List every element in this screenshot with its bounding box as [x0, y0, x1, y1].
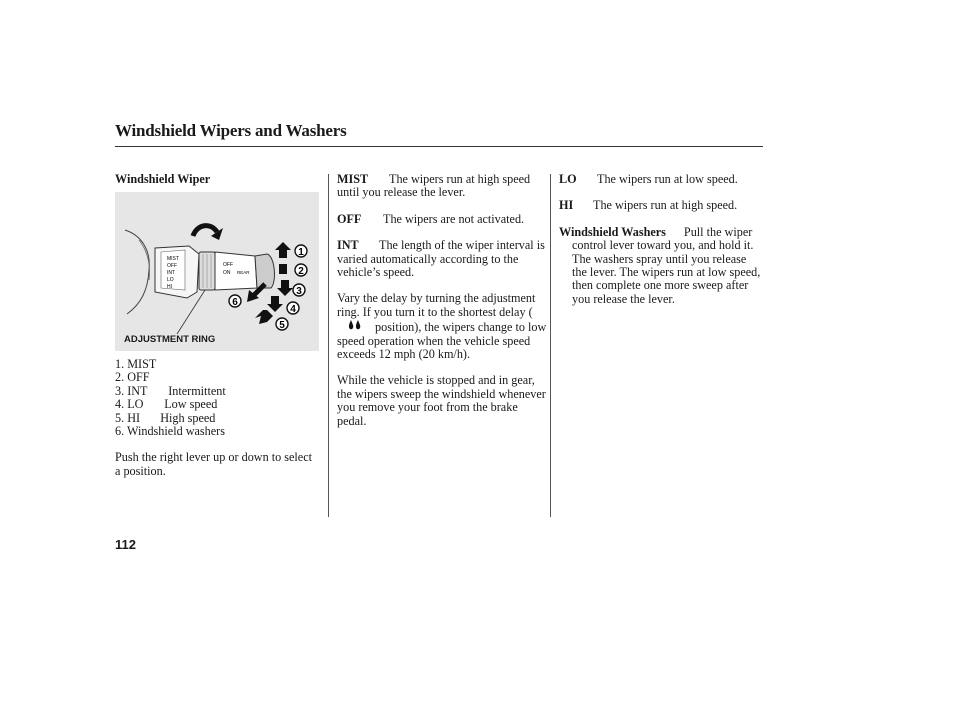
column-divider-1 [328, 174, 329, 517]
lever-label-lo: LO [167, 277, 174, 283]
positions-list [115, 358, 320, 478]
list-item: 6. Windshield washers [115, 424, 225, 439]
callout-3: 3 [296, 286, 302, 297]
callout-4: 4 [290, 304, 296, 315]
page-number: 112 [115, 537, 136, 552]
list-item: 1. MIST [115, 357, 157, 371]
column-2 [337, 173, 547, 428]
stopped-paragraph: While the vehicle is stopped and in gear, the wipers sweep the windshield whenever you remove your foot from the brake pedal. [337, 373, 546, 428]
off-paragraph: OFF The wipers are not activated. [337, 211, 525, 226]
lever-label-off: OFF [167, 263, 177, 269]
list-item: 3. INT Intermittent [115, 383, 226, 398]
hi-paragraph: HI The wipers run at high speed. [559, 198, 738, 213]
wiper-lever-figure [115, 192, 319, 351]
lever-label-hi: HI [167, 284, 172, 290]
arrow-down-icon [267, 296, 283, 312]
callout-5: 5 [279, 320, 285, 331]
lever-label-rear: REAR [237, 270, 250, 275]
figure-caption: ADJUSTMENT RING [124, 334, 216, 345]
lever-label-int: INT [167, 270, 176, 276]
lever-label-mist: MIST [167, 256, 179, 262]
column-divider-2 [550, 174, 551, 517]
list-item: 4. LO Low speed [115, 397, 218, 412]
callout-6: 6 [232, 297, 238, 308]
callout-2: 2 [298, 266, 304, 277]
arrow-down-icon [255, 310, 273, 324]
int-paragraph: INT The length of the wiper interval is varied automatically according to the vehicle’s speed. [337, 238, 545, 280]
lo-paragraph: LO The wipers run at low speed. [559, 172, 738, 186]
column-1 [115, 173, 320, 186]
instruction-text: Push the right lever up or down to select a position. [115, 450, 312, 478]
arrow-down-icon [277, 280, 293, 296]
list-item: 5. HI High speed [115, 410, 216, 425]
lever-label-rear-off: OFF [223, 262, 233, 268]
title-rule [115, 146, 763, 147]
mist-paragraph: MIST The wipers run at high speed until you release the lever. [337, 172, 531, 200]
off-block-icon [279, 264, 287, 274]
section-title: Windshield Wipers and Washers [115, 121, 347, 140]
column-3 [559, 173, 764, 306]
callout-1: 1 [298, 247, 304, 258]
wiper-lever-illustration [115, 192, 319, 351]
wiper-heading: Windshield Wiper [115, 172, 211, 186]
delay-paragraph: Vary the delay by turning the adjustment ring. If you turn it to the shortest delay (position), the wipers change to low speed operation when the vehicle speed exceeds 12 mph (20 km/h). [337, 291, 547, 362]
arrow-up-icon [275, 242, 291, 258]
washers-paragraph: Windshield Washers Pull the wiper control lever toward you, and hold it. The washers spray until you release the lever. The wipers run at low speed, then complete one more sweep after you release the lever. [559, 224, 761, 306]
lever-label-rear-on: ON [223, 270, 231, 276]
wiper-drops-icon [337, 319, 375, 334]
list-item: 2. OFF [115, 370, 150, 385]
